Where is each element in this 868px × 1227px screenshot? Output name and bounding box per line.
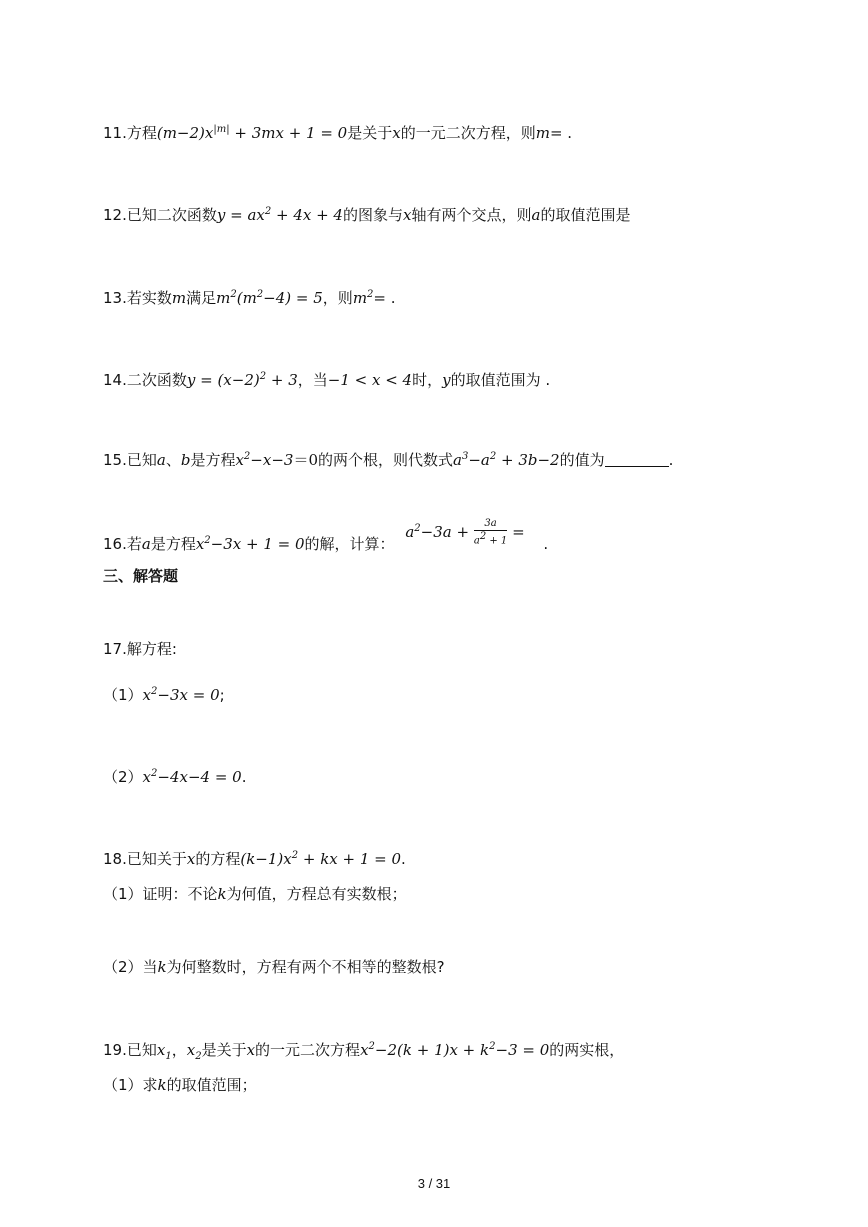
q15-equation: $x^2-x-3$ bbox=[235, 451, 294, 469]
question-19: 19.已知$x_1$，$x_2$是关于x的一元二次方程$x^2-2(k + 1)x + k^2-3 = 0$的两实根， bbox=[103, 1041, 625, 1062]
question-17: 17.解方程: bbox=[103, 640, 177, 658]
question-12: 12.已知二次函数$y = ax^2 + 4x + 4$的图象与x轴有两个交点，则a的取值范围是 bbox=[103, 206, 631, 224]
question-16: 16.若a是方程$x^2-3x + 1 = 0$的解，计算： $a^2-3a$ + $\frac{3a}{a^2 + 1}$ = . bbox=[103, 518, 549, 553]
question-11: 11.方程$(m-2)x^{|m|} + 3mx + 1 = 0$是关于x的一元二次方程，则m= . bbox=[103, 124, 573, 142]
q11-prefix: 11.方程 bbox=[103, 124, 157, 142]
q11-equation: $(m-2)x^{|m|} + 3mx + 1 = 0$ bbox=[156, 124, 348, 142]
q12-function: $y = ax^2 + 4x + 4$ bbox=[216, 206, 343, 224]
q17-equation-1: $x^2-3x = 0$ bbox=[142, 686, 220, 704]
question-18: 18.已知关于x的方程$(k-1)x^2$ + kx + 1 = 0. bbox=[103, 850, 406, 868]
question-18-part-2: （2）当k为何整数时，方程有两个不相等的整数根? bbox=[103, 958, 445, 976]
q19-equation: $x^2-2(k + 1)x + k^2-3 = 0$ bbox=[360, 1041, 550, 1059]
answer-blank[interactable] bbox=[605, 452, 669, 467]
q18-equation: $(k-1)x^2$ + kx + 1 = 0 bbox=[240, 850, 402, 868]
q15-expression: $a^3-a^2 + 3b-2$ bbox=[453, 451, 560, 469]
q14-function: $y = (x-2)^2 + 3$ bbox=[186, 371, 298, 389]
question-15: 15.已知a、b是方程$x^2-x-3=0$的两个根，则代数式$a^3-a^2 + 3b-2$的值为 . bbox=[103, 451, 674, 469]
question-17-part-1: $(1)x^2-3x = 0$; bbox=[103, 686, 225, 704]
q17-equation-2: $x^2-4x-4 = 0$ bbox=[142, 768, 242, 786]
q13-equation: $m^2(m^2-4) = 5$ bbox=[216, 289, 323, 307]
question-18-part-1: （1）证明：不论k为何值，方程总有实数根； bbox=[103, 885, 407, 903]
question-17-part-2: $(2)x^2-4x-4 = 0$. bbox=[103, 768, 247, 786]
question-13: 13.若实数m满足$m^2(m^2-4) = 5$，则$m^2=$ . bbox=[103, 289, 396, 307]
q14-range: −1 < x < 4 bbox=[327, 371, 413, 389]
page-number: 3 / 31 bbox=[417, 1176, 451, 1191]
q16-equation: $x^2-3x + 1 = 0$ bbox=[195, 535, 305, 553]
q16-expression: $a^2-3a$ + $\frac{3a}{a^2 + 1}$ = bbox=[405, 518, 525, 547]
question-19-part-1: （1）求k的取值范围； bbox=[103, 1076, 257, 1094]
question-14: 14.二次函数$y = (x-2)^2 + 3$，当−1 < x < 4时，y的取值范围为 . bbox=[103, 371, 551, 389]
section-heading: 三、解答题 bbox=[103, 567, 179, 585]
